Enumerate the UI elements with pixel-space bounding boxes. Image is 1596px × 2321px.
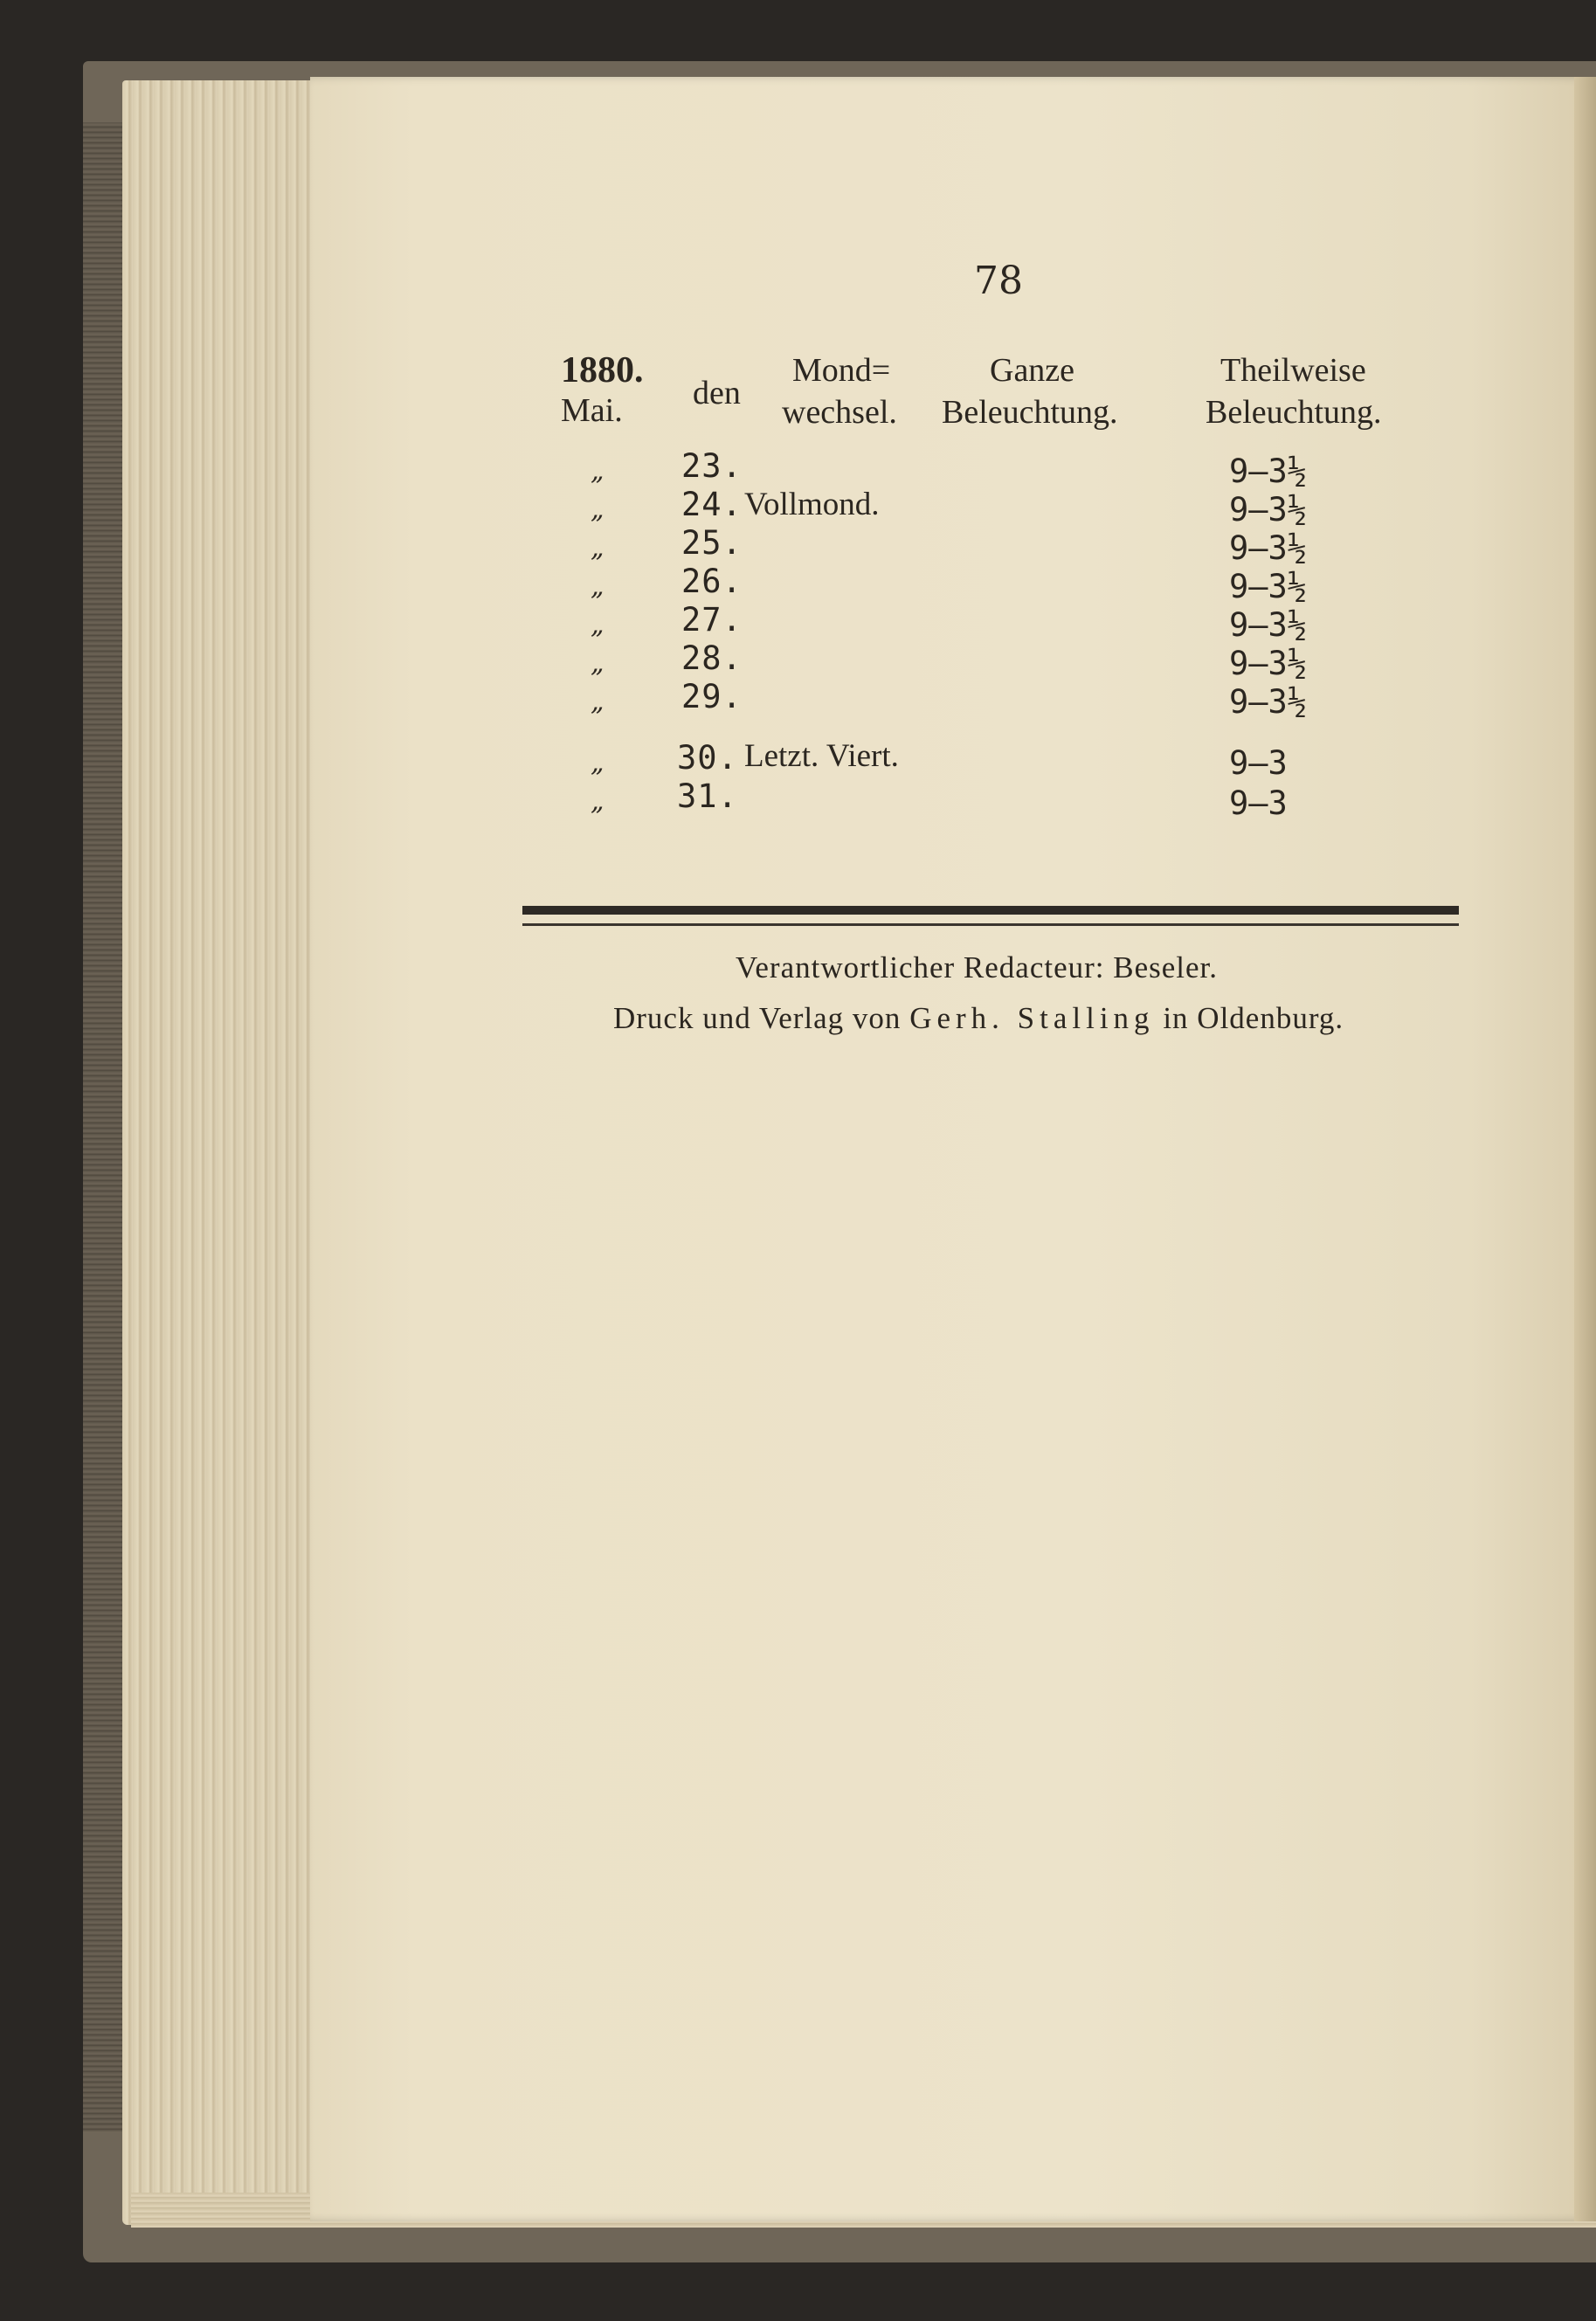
divider-rule-thick xyxy=(522,906,1459,915)
header-month: Mai. xyxy=(561,392,623,429)
page-number: 78 xyxy=(974,259,1023,303)
row-day: 23. xyxy=(681,447,743,485)
row-partial-value: 9—3 xyxy=(1229,784,1288,822)
row-day: 24. xyxy=(681,486,743,523)
footer-editor: Verantwortlicher Redacteur: Beseler. xyxy=(736,950,1219,984)
header-mondwechsel-line2: wechsel. xyxy=(782,394,897,431)
row-partial-value: 9—3½ xyxy=(1229,452,1308,490)
row-ditto-mark: „ xyxy=(591,494,605,525)
header-ganze-line1: Ganze xyxy=(990,352,1075,389)
page-edges xyxy=(122,80,323,2225)
row-partial-value: 9—3½ xyxy=(1229,568,1308,605)
row-partial-value: 9—3½ xyxy=(1229,645,1308,682)
row-partial-value: 9—3½ xyxy=(1229,529,1308,567)
row-partial-value: 9—3½ xyxy=(1229,491,1308,528)
footer-printer-prefix: Druck und Verlag von xyxy=(613,1001,910,1035)
footer-printer-suffix: in Oldenburg. xyxy=(1154,1001,1344,1035)
row-ditto-mark: „ xyxy=(591,610,605,640)
header-ganze-line2: Beleuchtung. xyxy=(942,394,1118,431)
row-ditto-mark: „ xyxy=(591,648,605,679)
row-partial-value: 9—3½ xyxy=(1229,606,1308,644)
row-ditto-mark: „ xyxy=(591,533,605,563)
header-year: 1880. xyxy=(561,350,644,390)
row-day: 27. xyxy=(681,601,743,639)
row-ditto-mark: „ xyxy=(591,748,605,778)
row-day: 30. xyxy=(677,739,738,777)
row-phase: Vollmond. xyxy=(744,487,880,522)
row-ditto-mark: „ xyxy=(591,571,605,602)
header-theilweise-line2: Beleuchtung. xyxy=(1206,394,1382,431)
divider-rule-thin xyxy=(522,923,1459,926)
row-phase: Letzt. Viert. xyxy=(744,738,899,774)
header-den: den xyxy=(693,375,741,411)
header-mondwechsel-line1: Mond= xyxy=(792,352,891,389)
header-theilweise-line1: Theilweise xyxy=(1220,352,1366,389)
row-ditto-mark: „ xyxy=(591,786,605,817)
footer-printer xyxy=(613,1001,1344,1036)
footer-printer-name: Gerh. Stalling xyxy=(909,1001,1155,1035)
page-edge-right xyxy=(1574,77,1596,2221)
row-partial-value: 9—3½ xyxy=(1229,683,1308,721)
row-day: 26. xyxy=(681,563,743,600)
row-day: 25. xyxy=(681,524,743,562)
row-day: 28. xyxy=(681,639,743,677)
row-ditto-mark: „ xyxy=(591,687,605,717)
row-day: 31. xyxy=(677,777,738,815)
row-ditto-mark: „ xyxy=(591,456,605,487)
row-day: 29. xyxy=(681,678,743,715)
row-partial-value: 9—3 xyxy=(1229,744,1288,782)
